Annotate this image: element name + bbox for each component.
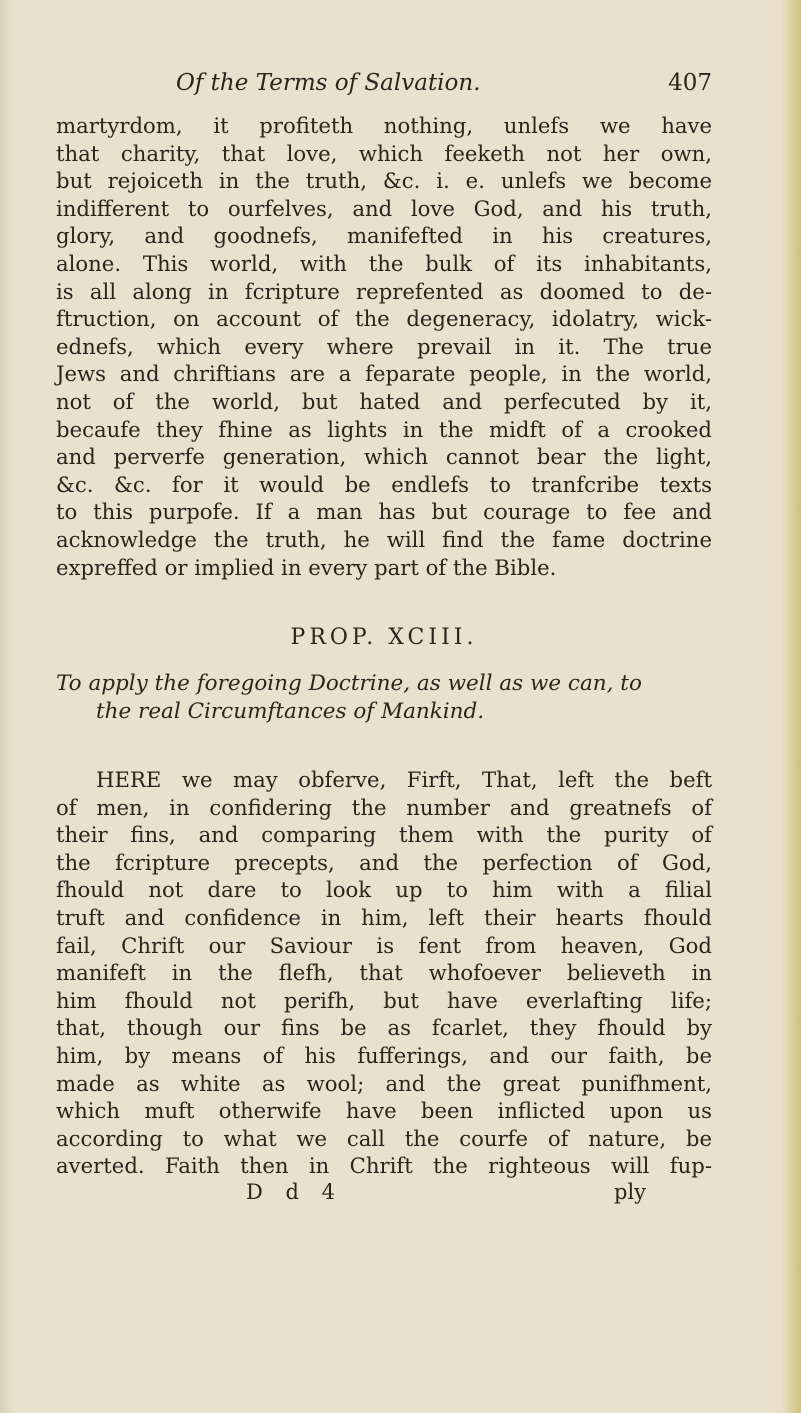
text-line: their fins, and comparing them with the purity of bbox=[56, 822, 712, 848]
text-line: is all along in fcripture reprefented as doomed to de- bbox=[56, 278, 712, 304]
text-line: averted. Faith then in Chrift the righteous will fup- bbox=[56, 1153, 712, 1179]
text-line: and perverfe generation, which cannot bear the light, bbox=[56, 444, 712, 470]
text-line: made as white as wool; and the great punifhment, bbox=[56, 1070, 712, 1096]
text-line: expreffed or implied in every part of the Bible. bbox=[56, 554, 557, 580]
text-line: ftruction, on account of the degeneracy, idolatry, wick- bbox=[56, 306, 712, 332]
text-line: Jews and chriftians are a feparate people, in the world, bbox=[56, 361, 712, 387]
text-line: truft and confidence in him, left their hearts fhould bbox=[56, 905, 712, 931]
text-line: fail, Chrift our Saviour is fent from heaven, God bbox=[56, 932, 712, 958]
text-line: HERE we may obferve, Firft, That, left the beft bbox=[96, 767, 712, 793]
text-line: of men, in confidering the number and greatnefs of bbox=[56, 794, 712, 820]
page-edge-left bbox=[0, 0, 14, 1413]
paragraph-1 bbox=[56, 112, 712, 581]
text-line: the fcripture precepts, and the perfection of God, bbox=[56, 849, 712, 875]
text-line: not of the world, but hated and perfecuted by it, bbox=[56, 388, 712, 414]
subtitle-line: the real Circumftances of Mankind. bbox=[96, 699, 485, 725]
text-line: that charity, that love, which feeketh not her own, bbox=[56, 140, 712, 166]
book-page bbox=[56, 70, 756, 1208]
text-line: that, though our fins be as fcarlet, they fhould by bbox=[56, 1015, 712, 1041]
text-line: him fhould not perifh, but have everlafting life; bbox=[56, 987, 712, 1013]
text-line: but rejoiceth in the truth, &c. i. e. unlefs we become bbox=[56, 168, 712, 194]
text-line: him, by means of his fufferings, and our faith, be bbox=[56, 1043, 712, 1069]
text-line: ednefs, which every where prevail in it. The true bbox=[56, 333, 712, 359]
text-line: indifferent to ourfelves, and love God, and his truth, bbox=[56, 195, 712, 221]
paragraph-2 bbox=[56, 766, 712, 1180]
text-line: which muft otherwife have been inflicted upon us bbox=[56, 1098, 712, 1124]
text-line: &c. &c. for it would be endlefs to tranfcribe texts bbox=[56, 471, 712, 497]
running-title: Of the Terms of Salvation. bbox=[176, 70, 481, 96]
page-number: 407 bbox=[668, 70, 712, 96]
text-line: manifeft in the flefh, that whofoever believeth in bbox=[56, 960, 712, 986]
catchword: ply bbox=[614, 1180, 647, 1204]
text-line: glory, and goodnefs, manifefted in his creatures, bbox=[56, 223, 712, 249]
text-line: fhould not dare to look up to him with a filial bbox=[56, 877, 712, 903]
text-line: becaufe they fhine as lights in the midft of a crooked bbox=[56, 416, 712, 442]
text-line: according to what we call the courfe of nature, be bbox=[56, 1125, 712, 1151]
text-line: to this purpofe. If a man has but courage to fee and bbox=[56, 499, 712, 525]
proposition-subtitle bbox=[56, 670, 712, 726]
running-head bbox=[56, 70, 756, 112]
signature-mark: D d 4 bbox=[246, 1180, 343, 1204]
text-line: acknowledge the truth, he will find the fame doctrine bbox=[56, 526, 712, 552]
text-line: alone. This world, with the bulk of its inhabitants, bbox=[56, 250, 712, 276]
text-line: martyrdom, it profiteth nothing, unlefs we have bbox=[56, 113, 712, 138]
page-footer bbox=[56, 1180, 712, 1208]
page-edge-right bbox=[781, 0, 801, 1413]
subtitle-line: To apply the foregoing Doctrine, as well as we can, to bbox=[56, 671, 642, 697]
proposition-heading: PROP. XCIII. bbox=[290, 625, 478, 651]
